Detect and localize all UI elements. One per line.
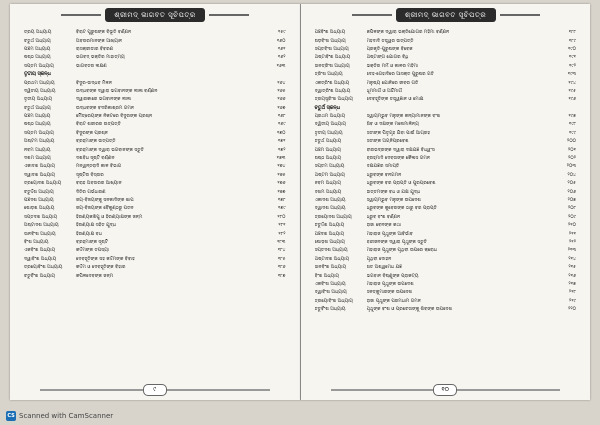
page-ref: ୧୭୭ [277,189,286,195]
right-page-number: ୧୦ [433,384,457,396]
chapter-title: ଦ୍ୱାରକାରେ ଭଗବାନଙ୍କ ଲୀଳା [76,97,131,103]
chapter-title: ଭଗବଦ୍ ଭକ୍ତିର ମାହାତ୍ମ୍ୟ [76,55,125,61]
toc-row [24,53,286,61]
chapter-number: ସପ୍ତଦଶ ଅଧ୍ୟାୟ [314,248,348,254]
toc-row [24,171,286,179]
chapter-title: ମହାରାଜ ପୃଥୁଙ୍କ ପୃଥିବୀ ଉପରେ କ୍ରୋଧ [366,248,437,254]
chapter-title: ଉତ୍ତମଙ୍କ ବଧ ଓ ଯକ୍ଷ ଯୁଦ୍ଧ [366,189,421,195]
chapter-title: ଅଷ୍ଟାଙ୍ଗ ଯୋଗର ବିଧି [366,55,409,61]
chapter-title: ପୃଥୁଙ୍କ ବଂଶ ଓ ପ୍ରଚେତାଙ୍କୁ ଶିବଙ୍କ ଉପଦେଶ [366,307,452,313]
scanner-label: Scanned with CamScanner [19,412,114,420]
chapter-number: ଷଷ୍ଠ ଅଧ୍ୟାୟ [314,156,342,162]
left-page [10,4,301,400]
toc-row [315,280,577,288]
page-ref: ୧୮୫ [277,256,286,262]
chapter-title: ଜୟ-ବିଜୟଙ୍କୁ ସନକାଦିଙ୍କ ଶାପ [76,198,134,203]
chapter-title: ରାଜା ପୃଥୁଙ୍କ ପରମଧାମ ଗମନ [366,298,421,304]
toc-row [24,196,286,204]
toc-row [24,263,286,271]
chapter-number: ତୃତୀୟ ଅଧ୍ୟାୟ [314,130,343,136]
toc-row [24,28,286,36]
chapter-number: ଦଶମ ଅଧ୍ୟାୟ [24,156,51,162]
right-toc [315,28,577,313]
chapter-title: ସ୍ୱାୟମ୍ଭୁବ ମନୁଙ୍କ କନ୍ୟାମାନଙ୍କ ବଂଶ [366,114,441,120]
chapter-number: ବିଂଶ ଅଧ୍ୟାୟ [314,273,340,279]
chapter-title: ହିରଣ୍ୟାକ୍ଷ ବଧ [76,231,102,237]
chapter-number: ଏକାଦଶ ଅଧ୍ୟାୟ [314,198,346,203]
page-ref: ୧୫୯ [277,30,286,36]
toc-row [24,36,286,44]
chapter-number: ଚତୁର୍ଥ ଅଧ୍ୟାୟ [24,38,51,44]
chapter-title: ବ୍ରହ୍ମାଙ୍କ ଦ୍ୱାରା ଭଗବାନଙ୍କ ସ୍ତୁତି [76,147,144,153]
chapter-title: ଦେବହୂତିଙ୍କ ତତ୍ତ୍ୱଜ୍ଞାନ ଓ ମୋକ୍ଷ [366,97,424,103]
right-footer [331,384,561,394]
toc-row [315,154,577,162]
chapter-title: କର୍ଦ୍ଦମ ଓ ଦେବହୂତିଙ୍କ ବିହାର [76,265,126,271]
chapter-number: ଦ୍ୱାଦଶ ଅଧ୍ୟାୟ [314,206,346,212]
chapter-title: ଉଦ୍ଧବଙ୍କ ଦ୍ୱାରା ଭଗବାନଙ୍କ ଲୀଳା ବର୍ଣ୍ଣନ [76,88,158,94]
chapter-title: ପ୍ରକୃତି-ପୁରୁଷଙ୍କ ବିବେକ [366,46,413,52]
toc-row [24,45,286,53]
chapter-title: ଧ୍ରୁବଙ୍କ ବନଗମନ [366,172,402,178]
right-page-title: ଶ୍ରୀମଦ୍ ଭାଗବତ ସୂଚିପତ୍ର [396,8,496,22]
chapter-number: ପଞ୍ଚଦଶ ଅଧ୍ୟାୟ [314,231,345,237]
toc-row [24,112,286,120]
chapter-title: ବରାହ ଅବତାରର ଆଖ୍ୟାନ [76,181,122,187]
chapter-title: ଶତ ଅଶ୍ୱମେଧ ଯଜ୍ଞ [366,265,403,271]
page-ref: ୨୧୦ [567,223,576,229]
page-ref: ୨୧୬ [568,273,576,279]
toc-row [315,246,577,254]
page-ref: ୧୬୫ [277,88,286,94]
left-footer [40,384,270,394]
page-ref: ୧୬୪ [277,80,286,86]
book-spread [10,4,590,400]
section-heading: ତୃତୀୟ ସ୍କନ୍ଧ [24,72,51,78]
toc-row [315,137,577,145]
toc-row [24,145,286,153]
chapter-title: ମହାରାଜ ପୃଥୁଙ୍କ ଆବିର୍ଭାବ [366,231,413,237]
chapter-title: ବୀରଭଦ୍ରଙ୍କ ଦ୍ୱାରା ଦକ୍ଷଯଜ୍ଞ ବିଧ୍ୱଂସ [366,147,435,153]
toc-row [315,129,577,137]
chapter-title: ବ୍ରହ୍ମାଙ୍କ ସୃଷ୍ଟି [76,239,109,245]
toc-row [315,288,577,296]
chapter-title: ମନ୍ୱନ୍ତରାଦି କାଳ ବିଭାଗ [76,164,122,170]
chapter-title: ସନତ୍କୁମାରଙ୍କ ଉପଦେଶ [366,290,413,296]
chapter-number: ବିଂଶ ଅଧ୍ୟାୟ [24,239,49,245]
page-ref: ୧୬୨ [277,55,286,61]
page-ref: ୧୬୦ [276,38,286,44]
page-ref: ୧୭୮ [277,198,286,203]
camscanner-logo-icon: CS [7,413,15,419]
chapter-title: ଦିତିର ଗର୍ଭଧାରଣ [76,189,106,195]
chapter-title: କପିଳଙ୍କ ଦ୍ୱାରା ଭକ୍ତିଯୋଗର ମହିମା ବର୍ଣ୍ଣନ [366,30,450,36]
left-page-title: ଶ୍ରୀମଦ୍ ଭାଗବତ ସୂଚିପତ୍ର [105,8,205,22]
page-ref: ୨୦୬ [567,189,576,195]
chapter-title: ଜୟ-ବିଜୟଙ୍କ ବୈକୁଣ୍ଠରୁ ପତନ [76,206,134,212]
page-ref: ୧୯୬ [568,97,576,103]
chapter-number: ଷୋଡ଼ଶ ଅଧ୍ୟାୟ [24,206,55,212]
chapter-number: ଏକାଦଶ ଅଧ୍ୟାୟ [24,164,56,170]
page-ref: ୧୮୩ [277,239,286,245]
chapter-title: କପିଳଦେବଙ୍କ ଜନ୍ମ [76,273,114,279]
chapter-number: ତୃତୀୟ ଅଧ୍ୟାୟ [24,97,53,103]
toc-row [24,213,286,221]
toc-row [315,204,577,212]
page-ref: ୧୭୩ [276,156,286,162]
page-ref: ୧୭୨ [278,147,286,153]
chapter-number: ଷୋଡ଼ଶ ଅଧ୍ୟାୟ [314,239,345,245]
chapter-title: ବ୍ରହ୍ମାଦି ଦେବତାଙ୍କ କୈଳାସ ଗମନ [366,156,430,162]
scanner-watermark [6,411,113,421]
chapter-title: ମହାରାଜ ପୃଥୁଙ୍କ ଉପଦେଶ [366,281,414,287]
page-ref: ୧୯୮ [568,122,576,128]
toc-row [24,238,286,246]
chapter-number: ଅଷ୍ଟାଦଶ ଅଧ୍ୟାୟ [24,223,59,229]
toc-row [24,104,286,112]
chapter-number: ଦ୍ୱାତ୍ରିଂଶ ଅଧ୍ୟାୟ [314,88,351,94]
page-ref: ୧୯୯ [569,130,576,136]
chapter-number: ଚତୁର୍ବିଂଶ ଅଧ୍ୟାୟ [24,273,56,279]
page-ref: ୨୦୫ [567,181,576,187]
toc-row [24,87,286,95]
toc-row [315,229,577,237]
chapter-title: ସତୀଙ୍କ ଅଗ୍ନିପ୍ରବେଶ [366,139,409,145]
toc-row [315,45,577,53]
page-ref: ୧୮୬ [277,265,286,271]
chapter-title: ଉଦ୍ଧବଙ୍କ ବଦରିକାଶ୍ରମ ଗମନ [76,105,135,111]
chapter-title: ମନୁଷ୍ୟ ଯୋନିରେ ଜୀବର ଗତି [366,80,419,86]
toc-row [24,137,286,145]
page-ref: ୧୭୫ [277,172,286,178]
chapter-number: ସପ୍ତମ ଅଧ୍ୟାୟ [24,63,54,69]
toc-row [315,196,577,204]
page-ref: ୧୮୨ [278,231,286,237]
toc-row [24,187,286,195]
page-ref: ୨୦୯ [568,214,576,220]
toc-row [24,221,286,229]
toc-row [315,162,577,170]
chapter-number: ସପ୍ତଦଶ ଅଧ୍ୟାୟ [24,214,58,220]
chapter-number: ତ୍ରୟୋଦଶ ଅଧ୍ୟାୟ [24,181,62,187]
chapter-title: ଭକ୍ତିର ମର୍ମ ଓ କାଳର ମହିମା [366,63,418,69]
page-ref: ୧୬୧ [277,46,286,52]
toc-row [315,120,577,128]
toc-row [24,204,286,212]
toc-row [315,70,577,78]
page-ref: ୨୦୮ [567,206,576,212]
chapter-number: ତ୍ରୟସ୍ତ୍ରିଂଶ ଅଧ୍ୟାୟ [314,97,353,103]
chapter-title: ଦଶବିଧ ସୃଷ୍ଟି ବର୍ଣ୍ଣନ [76,156,115,162]
toc-row [315,297,577,305]
left-toc [24,28,286,280]
chapter-number: ଅଷ୍ଟାବିଂଶ ଅଧ୍ୟାୟ [314,55,351,61]
toc-row [24,162,286,170]
toc-row [315,95,577,103]
chapter-number: ତ୍ରିଂଶ ଅଧ୍ୟାୟ [314,72,343,78]
chapter-number: ଦ୍ୱିତୀୟ ଅଧ୍ୟାୟ [24,88,56,94]
chapter-number: ଦ୍ୱିତୀୟ ଅଧ୍ୟାୟ [314,122,347,128]
page-ref: ୨୧୪ [568,256,576,262]
chapter-number: ଊନବିଂଶ ଅଧ୍ୟାୟ [314,265,347,271]
toc-row [315,213,577,221]
chapter-number: ସପ୍ତମ ଅଧ୍ୟାୟ [314,164,345,170]
page-ref: ୧୭୪ [277,164,286,170]
page-ref: ୧୭୦ [276,130,286,136]
page-ref: ୧୮୯ [568,38,576,44]
toc-row [315,271,577,279]
page-ref: ୨୦୩ [566,164,576,170]
chapter-title: ଦେବହୂତିଙ୍କ ସହ କର୍ଦ୍ଦମଙ୍କ ବିବାହ [76,256,135,262]
toc-row [24,154,286,162]
toc-row [315,53,577,61]
toc-row [315,179,577,187]
toc-row [315,171,577,179]
chapter-number: ଊନବିଂଶ ଅଧ୍ୟାୟ [24,231,56,237]
chapter-number: ତ୍ରୟୋଦଶ ଅଧ୍ୟାୟ [314,214,352,220]
chapter-number: ପଞ୍ଚମ ଅଧ୍ୟାୟ [24,46,51,52]
toc-row [24,255,286,263]
page-ref: ୧୯୧ [568,55,576,61]
chapter-title: ଧ୍ରୁବ ବଂଶ ବର୍ଣ୍ଣନ [366,214,401,220]
toc-row [24,179,286,187]
chapter-title: ସ୍ୱାୟମ୍ଭୁବ ମନୁଙ୍କ ଉପଦେଶ [366,198,421,203]
toc-row [24,229,286,237]
section-heading: ଚତୁର୍ଥ ସ୍କନ୍ଧ [314,105,340,111]
chapter-number: ଚତୁର୍ଥ ଅଧ୍ୟାୟ [24,105,51,111]
chapter-title: ବିରାଟ ପୁରୁଷଙ୍କ ବିଭୂତି ବର୍ଣ୍ଣନ [76,30,132,36]
chapter-title: ହିରଣ୍ୟକଶିପୁ ଓ ହିରଣ୍ୟାକ୍ଷଙ୍କ ଜନ୍ମ [76,214,143,220]
chapter-title: ଭାଗବତର ଲକ୍ଷଣ [76,63,107,69]
chapter-number: ନବମ ଅଧ୍ୟାୟ [314,181,342,187]
chapter-number: ପ୍ରଥମ ଅଧ୍ୟାୟ [314,114,346,120]
page-ref: ୧୮୦ [277,214,286,220]
page-ref: ୨୧୮ [568,290,576,296]
chapter-title: ବନ୍ଦୀଜନଙ୍କ ଦ୍ୱାରା ପୃଥୁଙ୍କ ସ୍ତୁତି [366,239,427,245]
chapter-title: ମହଦାଦି ତତ୍ତ୍ୱର ଉତ୍ପତ୍ତି [366,38,414,44]
toc-row [315,263,577,271]
chapter-number: ତ୍ରୟୋବିଂଶ ଅଧ୍ୟାୟ [24,265,63,271]
chapter-number: ନବମ ଅଧ୍ୟାୟ [24,147,51,153]
toc-row [315,78,577,86]
chapter-number: ପ୍ରଥମ ଅଧ୍ୟାୟ [24,80,55,86]
toc-row [24,246,286,254]
page-ref: ୨୦୨ [568,156,576,162]
chapter-title: ବିଦୁରଙ୍କ ପ୍ରଶ୍ନ [76,130,108,136]
chapter-number: ଏକବିଂଶ ଅଧ୍ୟାୟ [24,248,56,254]
chapter-title: ବ୍ରହ୍ମାଙ୍କ ଉତ୍ପତ୍ତି [76,139,116,145]
chapter-number: ଷଷ୍ଠ ଅଧ୍ୟାୟ [24,55,51,61]
page-ref: ୨୦୭ [567,198,576,203]
chapter-title: ଧ୍ରୁବଙ୍କ ବର ପ୍ରାପ୍ତି ଓ ପୁରପ୍ରବେଶ [366,181,436,187]
chapter-number: ଚତୁର୍ଥ ଅଧ୍ୟାୟ [314,139,342,145]
toc-row [24,120,286,128]
toc-row [24,78,286,86]
chapter-number: ପଞ୍ଚମ ଅଧ୍ୟାୟ [24,114,51,120]
chapter-number: ଅଷ୍ଟମ ଅଧ୍ୟାୟ [24,139,55,145]
page-ref: ୧୬୮ [277,114,286,120]
chapter-title: ଅବତାରମାନଙ୍କ ଆଖ୍ୟାନ [76,38,123,44]
page-ref: ୨୧୯ [569,298,576,304]
page-ref: ୧୯୪ [568,80,576,86]
page-ref: ୧୯୨ [569,63,576,69]
page-ref: ୨୧୨ [569,239,576,245]
page-ref: ୧୭୯ [278,206,286,212]
page-ref: ୧୬୩ [276,63,286,69]
page-ref: ୨୦୧ [567,147,576,153]
page-ref: ୧୮୭ [277,273,286,279]
chapter-title: ବିଦୁର-ଉଦ୍ଧବ ମିଳନ [76,80,113,86]
chapter-number: ପଞ୍ଚଦଶ ଅଧ୍ୟାୟ [24,198,54,203]
chapter-number: ଦ୍ୱାଦଶ ଅଧ୍ୟାୟ [24,172,56,178]
chapter-number: ଦଶମ ଅଧ୍ୟାୟ [314,189,342,195]
chapter-title: ରାଜା ବେନଙ୍କ କଥା [366,223,401,229]
chapter-number: ଏକବିଂଶ ଅଧ୍ୟାୟ [314,281,346,287]
page-ref: ୧୮୮ [568,30,576,36]
page-ref: ୧୮୧ [278,223,286,229]
page-ref: ୨୦୦ [567,139,576,145]
page-ref: ୧୮୪ [277,248,286,254]
chapter-number: ଏକତ୍ରିଂଶ ଅଧ୍ୟାୟ [314,80,350,86]
toc-row [315,238,577,246]
chapter-title: ଧୂମମାର୍ଗ ଓ ଅର୍ଚ୍ଚିମାର୍ଗ [366,88,402,94]
chapter-title: ସତୀଙ୍କ ପିତୃଗୃହ ଯିବା ପାଇଁ ଆଗ୍ରହ [366,130,431,136]
toc-row [315,62,577,70]
chapter-title: ଦକ୍ଷଯଜ୍ଞର ସମାପ୍ତି [366,164,400,170]
toc-row [24,271,286,279]
chapter-number: ଅଷ୍ଟାଦଶ ଅଧ୍ୟାୟ [314,256,350,262]
toc-row [315,221,577,229]
chapter-number: ଦ୍ୱାବିଂଶ ଅଧ୍ୟାୟ [24,256,57,262]
toc-row [315,87,577,95]
chapter-number: ସପ୍ତମ ଅଧ୍ୟାୟ [24,130,54,136]
chapter-number: ଚତୁର୍ଦ୍ଦଶ ଅଧ୍ୟାୟ [314,223,345,229]
chapter-number: ସପ୍ତବିଂଶ ଅଧ୍ୟାୟ [314,46,349,52]
chapter-number: ଚତୁର୍ବିଂଶ ଅଧ୍ୟାୟ [314,307,346,313]
chapter-number: ଦ୍ୱାବିଂଶ ଅଧ୍ୟାୟ [314,290,347,296]
toc-row [24,95,286,103]
toc-row [315,28,577,36]
chapter-number: ଊନତ୍ରିଂଶ ଅଧ୍ୟାୟ [314,63,350,69]
chapter-title: କର୍ଦ୍ଦମଙ୍କ ତପସ୍ୟା [76,248,110,254]
page-ref: ୧୯୭ [568,114,576,120]
chapter-number: ତ୍ରୟ ଅଧ୍ୟାୟ [24,30,52,36]
page-ref: ୧୭୧ [277,139,286,145]
chapter-title: ପୃଥିବୀ ଦୋହନ [366,256,392,262]
page-ref: ୨୦୪ [567,172,576,178]
chapter-title: ରାସକ୍ରୀଡାର ବିବରଣ [76,46,114,52]
chapter-number: ଅଷ୍ଟମ ଅଧ୍ୟାୟ [314,172,345,178]
chapter-title: ଭଗବାନ ବିଷ୍ଣୁଙ୍କ ପ୍ରାକଟ୍ୟ [366,273,419,279]
page-ref: ୧୬୭ [277,105,286,111]
toc-row [315,36,577,44]
page-ref: ୨୧୭ [568,281,576,287]
toc-row [315,187,577,195]
page-ref: ୧୯୩ [567,72,576,78]
chapter-title: ଧ୍ରୁବଙ୍କ କୁବେରଙ୍କ ଠାରୁ ବର ପ୍ରାପ୍ତି [366,206,437,212]
page-ref: ୧୬୯ [277,122,286,128]
chapter-title: ହିରଣ୍ୟାକ୍ଷ ସହିତ ଯୁଦ୍ଧ [76,223,117,229]
chapter-number: ଷଷ୍ଠ ଅଧ୍ୟାୟ [24,122,51,128]
chapter-number: ପଞ୍ଚବିଂଶ ଅଧ୍ୟାୟ [314,30,346,36]
left-page-number: ୯ [143,384,167,396]
toc-row [315,145,577,153]
chapter-title: ଶିବ ଓ ଦକ୍ଷଙ୍କ ମନୋମାଳିନ୍ୟ [366,122,419,128]
toc-row [315,305,577,313]
toc-row [24,129,286,137]
toc-row [315,255,577,263]
page-ref: ୨୧୩ [567,248,576,254]
page-ref: ୧୭୬ [277,181,286,187]
chapter-number: ଷଡ଼ବିଂଶ ଅଧ୍ୟାୟ [314,38,346,44]
chapter-title: ଦେହ-ଗେହାଦିରେ ଆସକ୍ତ ପୁରୁଷର ଗତି [366,72,434,78]
toc-row [315,112,577,120]
page-ref: ୨୨୦ [568,307,576,313]
chapter-number: ପଞ୍ଚମ ଅଧ୍ୟାୟ [314,147,341,153]
page-ref: ୨୧୫ [568,265,576,271]
chapter-title: ସୃଷ୍ଟିର ବିସ୍ତାର [76,172,104,178]
chapter-number: ତ୍ରୟୋବିଂଶ ଅଧ୍ୟାୟ [314,298,353,304]
chapter-title: ମୈତ୍ରେୟଙ୍କ ନିକଟରେ ବିଦୁରଙ୍କ ପ୍ରଶ୍ନ [76,114,153,120]
page-ref: ୧୯୦ [567,46,576,52]
chapter-number: ଚତୁର୍ଦ୍ଦଶ ଅଧ୍ୟାୟ [24,189,54,195]
toc-row [24,62,286,70]
chapter-title: ବିରାଟ ଶରୀରର ଉତ୍ପତ୍ତି [76,122,121,128]
page-ref: ୧୬୬ [277,97,286,103]
right-page [301,4,591,400]
page-ref: ୨୧୧ [568,231,576,237]
page-ref: ୧୯୫ [568,88,576,94]
